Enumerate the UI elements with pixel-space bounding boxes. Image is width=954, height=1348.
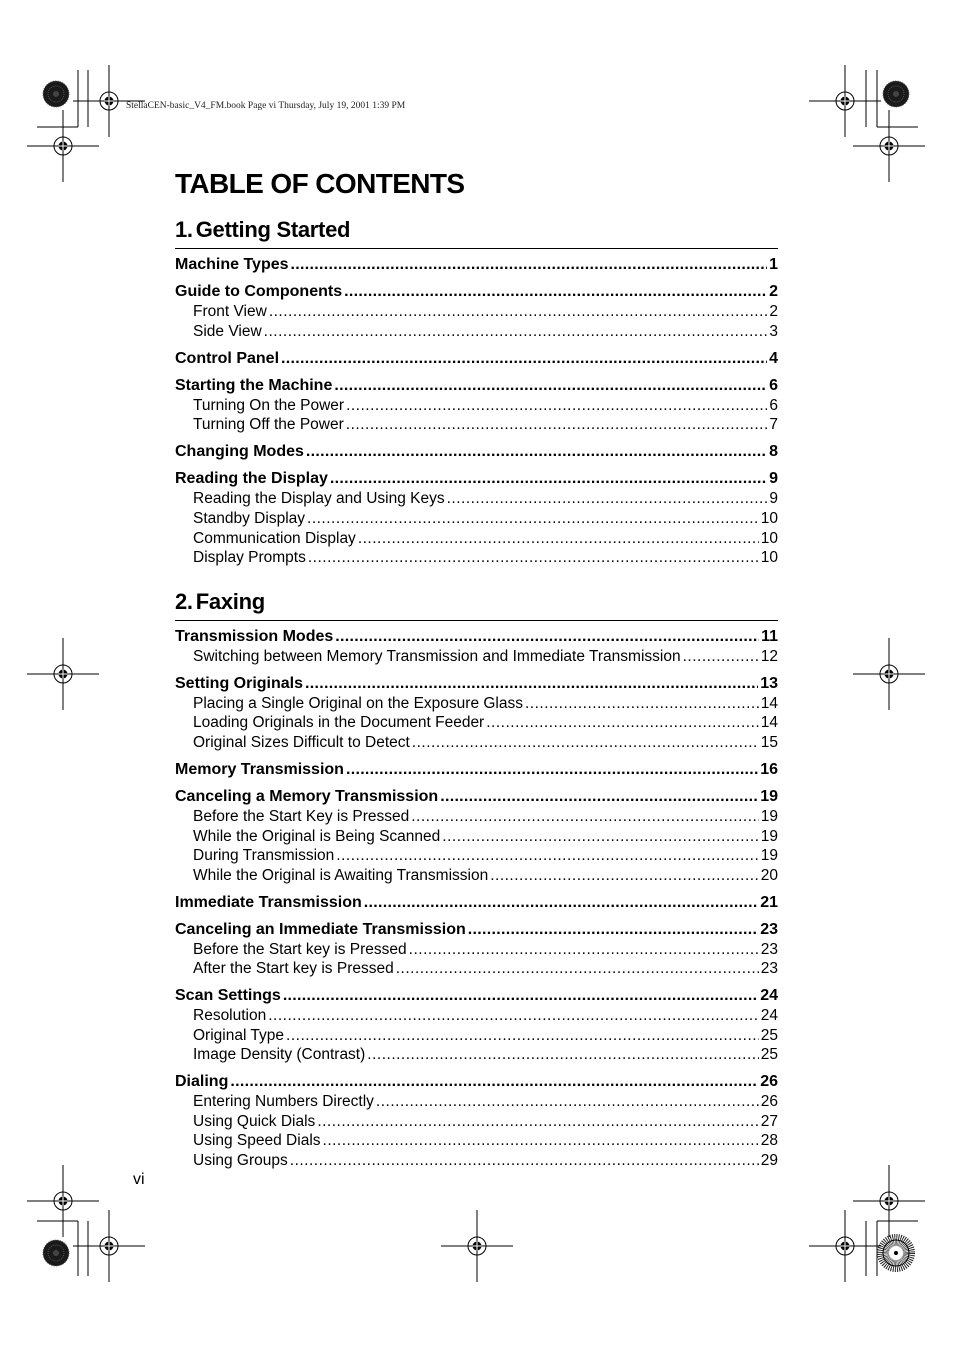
toc-entry[interactable]	[175, 674, 778, 694]
dot-leader	[346, 760, 758, 780]
dot-leader	[525, 694, 759, 714]
chapter-1	[175, 216, 778, 568]
toc-subentry[interactable]	[175, 846, 778, 866]
dot-leader	[346, 396, 767, 416]
toc-subentry[interactable]	[175, 866, 778, 886]
toc-entry[interactable]	[175, 986, 778, 1006]
dot-leader	[468, 920, 758, 940]
toc-entry[interactable]	[175, 469, 778, 489]
toc-subentry[interactable]	[175, 509, 778, 529]
toc-entry[interactable]	[175, 760, 778, 780]
toc-subentry[interactable]	[175, 1026, 778, 1046]
toc-entry-title: Loading Originals in the Document Feeder	[193, 714, 485, 732]
toc-page-number: 28	[760, 1132, 778, 1150]
toc-subentry[interactable]	[175, 415, 778, 435]
dot-leader	[442, 827, 758, 847]
toc-entry-title: Placing a Single Original on the Exposure Glass	[193, 694, 523, 712]
chapter-number: 2.	[175, 589, 193, 614]
toc-page-number: 19	[760, 787, 778, 805]
toc-subentry[interactable]	[175, 733, 778, 753]
toc-page-number: 20	[760, 866, 778, 884]
toc-entry-title: Scan Settings	[175, 987, 281, 1005]
toc-entry[interactable]	[175, 893, 778, 913]
toc-subentry[interactable]	[175, 713, 778, 733]
toc-page-number: 14	[760, 694, 778, 712]
dot-leader	[305, 674, 758, 694]
toc-entry-title: Control Panel	[175, 349, 280, 367]
toc-entry-title: Front View	[193, 303, 267, 321]
dot-leader	[317, 1112, 758, 1132]
dot-leader	[290, 1151, 759, 1171]
toc-entry-title: Resolution	[193, 1007, 267, 1025]
toc-subentry[interactable]	[175, 322, 778, 342]
chapter-heading	[175, 216, 778, 249]
toc-page-number: 10	[760, 509, 778, 527]
page-number: vi	[133, 1171, 145, 1188]
dot-leader	[336, 846, 758, 866]
dot-leader	[358, 529, 759, 549]
toc-entry-title: Display Prompts	[193, 549, 306, 567]
dot-leader	[291, 255, 768, 275]
toc-subentry[interactable]	[175, 694, 778, 714]
toc-entry-title: Turning Off the Power	[193, 416, 344, 434]
toc-entry-title: Entering Numbers Directly	[193, 1093, 374, 1111]
dot-leader	[334, 376, 767, 396]
toc-subentry[interactable]	[175, 1006, 778, 1026]
toc-page-number: 26	[760, 1073, 778, 1091]
dot-leader	[268, 1006, 759, 1026]
dot-leader	[447, 489, 768, 509]
toc-subentry[interactable]	[175, 529, 778, 549]
toc-entry[interactable]	[175, 255, 778, 275]
toc-entry-title: Image Density (Contrast)	[193, 1046, 366, 1064]
print-slug: StellaCEN-basic_V4_FM.book Page vi Thursday, July 19, 2001 1:39 PM	[126, 101, 406, 111]
toc-subentry[interactable]	[175, 302, 778, 322]
toc-page-number: 10	[760, 529, 778, 547]
toc-entry-title: During Transmission	[193, 847, 335, 865]
toc-subentry[interactable]	[175, 827, 778, 847]
dot-leader	[330, 469, 767, 489]
toc-entry-title: Reading the Display and Using Keys	[193, 490, 445, 508]
toc-entry[interactable]	[175, 442, 778, 462]
dot-leader	[283, 986, 758, 1006]
toc-entry[interactable]	[175, 627, 778, 647]
toc-subentry[interactable]	[175, 1092, 778, 1112]
toc-entry-title: Transmission Modes	[175, 628, 334, 645]
toc-entry-title: Machine Types	[175, 256, 289, 273]
dot-leader	[490, 866, 759, 886]
toc-page-number: 1	[769, 256, 778, 273]
toc-entry-title: Using Speed Dials	[193, 1132, 321, 1150]
toc-page-number: 6	[769, 396, 778, 414]
dot-leader	[286, 1026, 759, 1046]
toc-page-number: 26	[760, 1093, 778, 1111]
toc-page-number: 16	[760, 760, 778, 778]
toc-entry-title: While the Original is Awaiting Transmission	[193, 866, 489, 884]
toc-entry-title: Original Sizes Difficult to Detect	[193, 733, 410, 751]
toc-entry-title: Reading the Display	[175, 470, 328, 488]
toc-subentry[interactable]	[175, 1045, 778, 1065]
toc-page-number: 23	[760, 940, 778, 958]
toc-entry-title: Original Type	[193, 1026, 285, 1044]
toc-entry-title: Dialing	[175, 1073, 229, 1091]
dot-leader	[440, 787, 758, 807]
dot-leader	[346, 415, 768, 435]
dot-leader	[396, 959, 759, 979]
toc-page-number: 2	[769, 283, 778, 301]
toc-page-number: 3	[769, 322, 778, 340]
dot-leader	[411, 807, 759, 827]
dot-leader	[364, 893, 758, 913]
dot-leader	[683, 647, 759, 667]
toc-page-number: 24	[760, 987, 778, 1005]
toc-subentry[interactable]	[175, 396, 778, 416]
toc-entry-title: Changing Modes	[175, 443, 304, 461]
dot-leader	[308, 548, 759, 568]
toc-entry-title: Using Groups	[193, 1151, 288, 1169]
toc-subentry[interactable]	[175, 1131, 778, 1151]
toc-page-number: 15	[760, 733, 778, 751]
dot-leader	[269, 302, 768, 322]
toc-entry[interactable]	[175, 787, 778, 807]
toc-page-number: 19	[760, 847, 778, 865]
dot-leader	[335, 627, 759, 647]
toc-subentry[interactable]	[175, 647, 778, 667]
toc-list	[175, 627, 778, 1170]
toc-entry-title: Immediate Transmission	[175, 893, 362, 911]
toc-subentry[interactable]	[175, 489, 778, 509]
toc-entry-title: Canceling a Memory Transmission	[175, 787, 439, 805]
toc-subentry[interactable]	[175, 1112, 778, 1132]
toc-page-number: 11	[761, 628, 778, 645]
toc-entry[interactable]	[175, 920, 778, 940]
toc-entry-title: Guide to Components	[175, 283, 343, 301]
toc-entry-title: Before the Start key is Pressed	[193, 940, 407, 958]
toc-page-number: 25	[760, 1046, 778, 1064]
dot-leader	[367, 1045, 758, 1065]
dot-leader	[409, 940, 759, 960]
toc-page-number: 27	[760, 1112, 778, 1130]
toc-page-number: 14	[760, 714, 778, 732]
toc-entry-title: After the Start key is Pressed	[193, 960, 394, 978]
toc-entry-title: Standby Display	[193, 509, 306, 527]
toc-page-number: 23	[760, 920, 778, 938]
toc-page-number: 21	[760, 893, 778, 911]
toc-page-number: 10	[760, 549, 778, 567]
toc-entry-title: While the Original is Being Scanned	[193, 827, 441, 845]
dot-leader	[344, 282, 767, 302]
chapter-number: 1.	[175, 217, 193, 242]
toc-entry-title: Turning On the Power	[193, 396, 345, 414]
toc-page-number: 19	[760, 807, 778, 825]
toc-entry-title: Starting the Machine	[175, 376, 333, 394]
dot-leader	[306, 442, 767, 462]
toc-subentry[interactable]	[175, 940, 778, 960]
toc-subentry[interactable]	[175, 1151, 778, 1171]
toc-page-number: 9	[769, 490, 778, 508]
toc-entry[interactable]	[175, 1072, 778, 1092]
toc-entry[interactable]	[175, 349, 778, 369]
toc-page-number: 8	[769, 443, 778, 461]
toc-subentry[interactable]	[175, 959, 778, 979]
page-title: TABLE OF CONTENTS	[175, 168, 465, 199]
toc-entry-title: Canceling an Immediate Transmission	[175, 920, 466, 938]
toc-page-number: 12	[760, 648, 778, 665]
toc-page-number: 23	[760, 960, 778, 978]
toc-entry-title: Memory Transmission	[175, 760, 344, 778]
dot-leader	[376, 1092, 759, 1112]
toc-page-number: 7	[769, 416, 778, 434]
dot-leader	[412, 733, 759, 753]
toc-entry[interactable]	[175, 376, 778, 396]
toc-subentry[interactable]	[175, 548, 778, 568]
chapter-2	[175, 588, 778, 1170]
toc-page-number: 6	[769, 376, 778, 394]
toc-entry-title: Before the Start Key is Pressed	[193, 807, 410, 825]
chapter-title: Getting Started	[195, 217, 351, 242]
toc-entry-title: Switching between Memory Transmission and Immediate Transmission	[193, 648, 681, 665]
toc-page-number: 13	[760, 674, 778, 692]
toc-entry-title: Setting Originals	[175, 674, 304, 692]
toc-entry-title: Communication Display	[193, 529, 356, 547]
toc-subentry[interactable]	[175, 807, 778, 827]
dot-leader	[230, 1072, 758, 1092]
dot-leader	[307, 509, 759, 529]
toc-page-number: 4	[769, 349, 778, 367]
toc-page-number: 29	[760, 1151, 778, 1169]
toc-page-number: 9	[769, 470, 778, 488]
toc-page-number: 19	[760, 827, 778, 845]
dot-leader	[281, 349, 767, 369]
toc-entry-title: Side View	[193, 322, 262, 340]
toc-entry[interactable]	[175, 282, 778, 302]
toc-entry-title: Using Quick Dials	[193, 1112, 316, 1130]
chapter-title: Faxing	[195, 589, 265, 614]
chapter-heading	[175, 588, 778, 621]
toc-list	[175, 255, 778, 568]
toc-page-number: 24	[760, 1007, 778, 1025]
dot-leader	[264, 322, 768, 342]
dot-leader	[486, 713, 759, 733]
toc-page-number: 25	[760, 1026, 778, 1044]
dot-leader	[323, 1131, 759, 1151]
toc-page-number: 2	[769, 303, 778, 321]
